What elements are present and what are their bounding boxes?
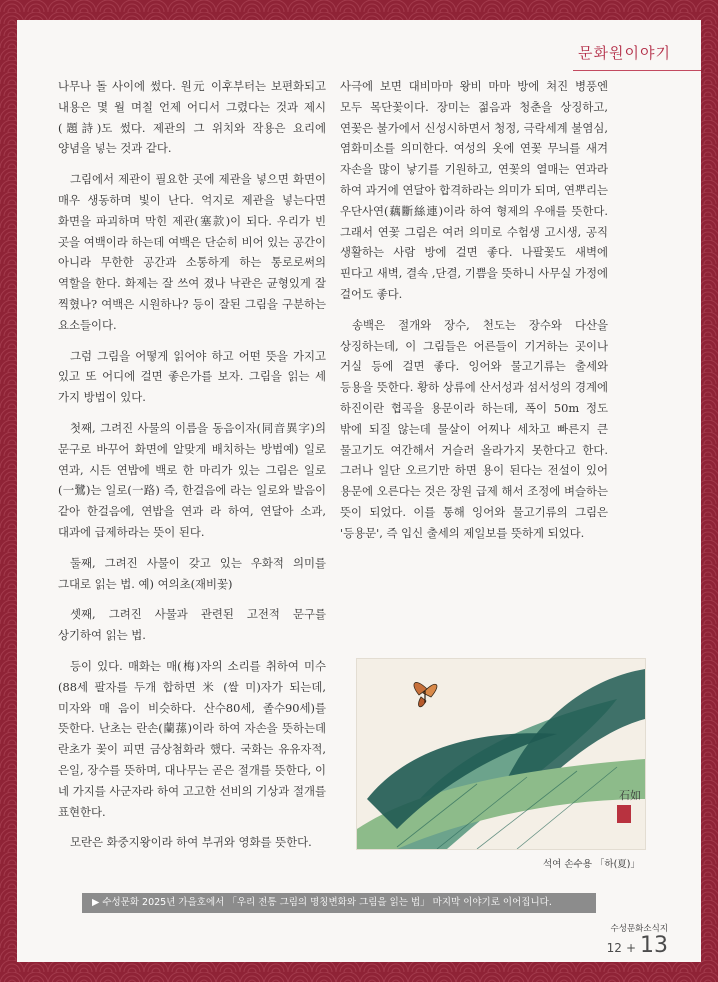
- painting-image: [356, 658, 646, 850]
- page-number-plus: +: [625, 941, 636, 955]
- banana-leaf-painting: [357, 659, 645, 849]
- page-number-left: 12: [606, 941, 622, 955]
- paragraph: 첫째, 그려진 사물의 이름을 동음이자(同音異字)의 문구로 바꾸어 화면에 알맞게 배치하는 방법예) 일로 연과, 시든 연밥에 백로 한 마리가 있는 그림은 일로(一鷺)는 일로(一路) 즉, 한걸음에 라는 일로와 발음이 같아 한걸음에, 연밥을 연과 라 하여, 연달아 소과, 대과에 급제하라는 뜻이 된다.: [58, 420, 326, 539]
- left-text-column: [58, 76, 326, 863]
- red-seal: [617, 805, 631, 823]
- paragraph: 사극에 보면 대비마마 왕비 마마 방에 쳐진 병풍엔 모두 목단꽃이다. 장미는 젊음과 청춘을 상징하고, 연꽃은 불가에서 신성시하면서 청정, 극락세계 불염심, 염화미소를 의미한다. 여성의 옷에 연꽃 무늬를 새겨 자손을 많이 낳기를 기원하고, 연꽃의 열매는 연과라 하여 과거에 연달아 합격하라는 의미가 되며, 연뿌리는 우단사연(藕斷絲連)이라 하여 형제의 우애를 뜻한다. 그래서 연꽃 그림은 여러 의미로 수험생 고시생, 공직 생활하는 사람 방에 걸면 좋다. 나팔꽃도 새벽에 핀다고 새벽, 결속 ,단결, 기쁨을 뜻하니 사무실 가정에 걸어도 좋다.: [340, 79, 608, 301]
- paragraph: 등이 있다. 매화는 매(梅)자의 소리를 취하여 미수(88세 팔자를 두개 합하면 米 (쌀 미)자가 되는데, 미자와 매 음이 비슷하다. 산수80세, 졸수90세)를 뜻한다. 난초는 란손(蘭蓀)이라 하여 자손을 뜻하는데 란초가 꽃이 피면 금상첨화라 했다. 국화는 유유자적, 은일, 장수를 뜻하며, 대나무는 곧은 절개를 뜻한다, 이 네 가지를 사군자라 하여 고고한 선비의 기상과 절개를 표현한다.: [58, 658, 326, 819]
- page-numbers: [607, 933, 668, 958]
- paragraph: 송백은 절개와 장수, 천도는 장수와 다산을 상징하는데, 이 그림들은 어른들이 기거하는 곳이나 거실 등에 걸면 좋다. 잉어와 물고기류는 출세와 등용을 뜻한다. 황하 상류에 산서성과 섬서성의 경계에 하진이란 협곡을 용문이라 하는데, 폭이 50m 정도 밖에 되질 않는데 물살이 어찌나 세차고 빠른지 큰 물고기도 여간해서 거슬러 올라가지 못한다고 한다. 그러나 일단 오르기만 하면 용이 된다는 전설이 있어 용문에 오른다는 것은 장원 급제 해서 조정에 벼슬하는 뜻이 되었다. 이를 통해 잉어와 물고기류의 그림은 '등용문', 즉 입신 출세의 제일보를 뜻하게 되었다.: [340, 317, 608, 540]
- paragraph: 둘째, 그려진 사물이 갖고 있는 우화적 의미를 그대로 읽는 법. 예) 여의초(재비꽃): [58, 555, 326, 591]
- right-text-column: [340, 76, 608, 554]
- signature-text: 石如: [619, 789, 641, 802]
- continuation-notice: ▶ 수성문화 2025년 가을호에서 「우리 전통 그림의 명칭변화와 그림을 읽는 법」 마지막 이야기로 이어집니다.: [82, 893, 596, 913]
- section-title: 문화원이야기: [578, 44, 671, 62]
- paragraph: 그림에서 제관이 필요한 곳에 제관을 넣으면 화면이 매우 생동하며 빛이 난다. 억지로 제관을 넣는다면 화면을 파괴하며 막힌 제관(塞款)이 되다. 우리가 빈 곳을 여백이라 하는데 여백은 단순히 비어 있는 공간이 아니라 무한한 공간과 소통하게 하는 통로로써의 역할을 한다. 화제는 잘 쓰여 졌나 낙관은 균형있게 잘 찍혔나? 여백은 시원하나? 등이 잘된 그림을 구분하는 요소들이다.: [58, 172, 326, 332]
- figure-caption: 석여 손수용 「하(夏)」: [542, 859, 640, 870]
- title-underline: [573, 70, 701, 71]
- magazine-name: 수성문화소식지: [610, 924, 668, 934]
- paragraph: 모란은 화중지왕이라 하여 부귀와 영화를 뜻한다.: [70, 835, 312, 850]
- paragraph: 그럼 그림을 어떻게 읽어야 하고 어떤 뜻을 가지고 있고 또 어디에 걸면 좋은가를 보자. 그림을 읽는 세 가지 방법이 있다.: [58, 348, 326, 405]
- paragraph: 셋째, 그려진 사물과 관련된 고전적 문구를 상기하여 읽는 법.: [58, 607, 326, 643]
- paragraph: 나무나 돌 사이에 썼다. 원元 이후부터는 보편화되고 내용은 몇 월 며칠 언제 어디서 그렸다는 것과 제시(題詩)도 썼다. 제관의 그 위치와 작용은 요리에 양념을 넣는 것과 같다.: [58, 79, 326, 156]
- page-number-right: 13: [640, 933, 668, 958]
